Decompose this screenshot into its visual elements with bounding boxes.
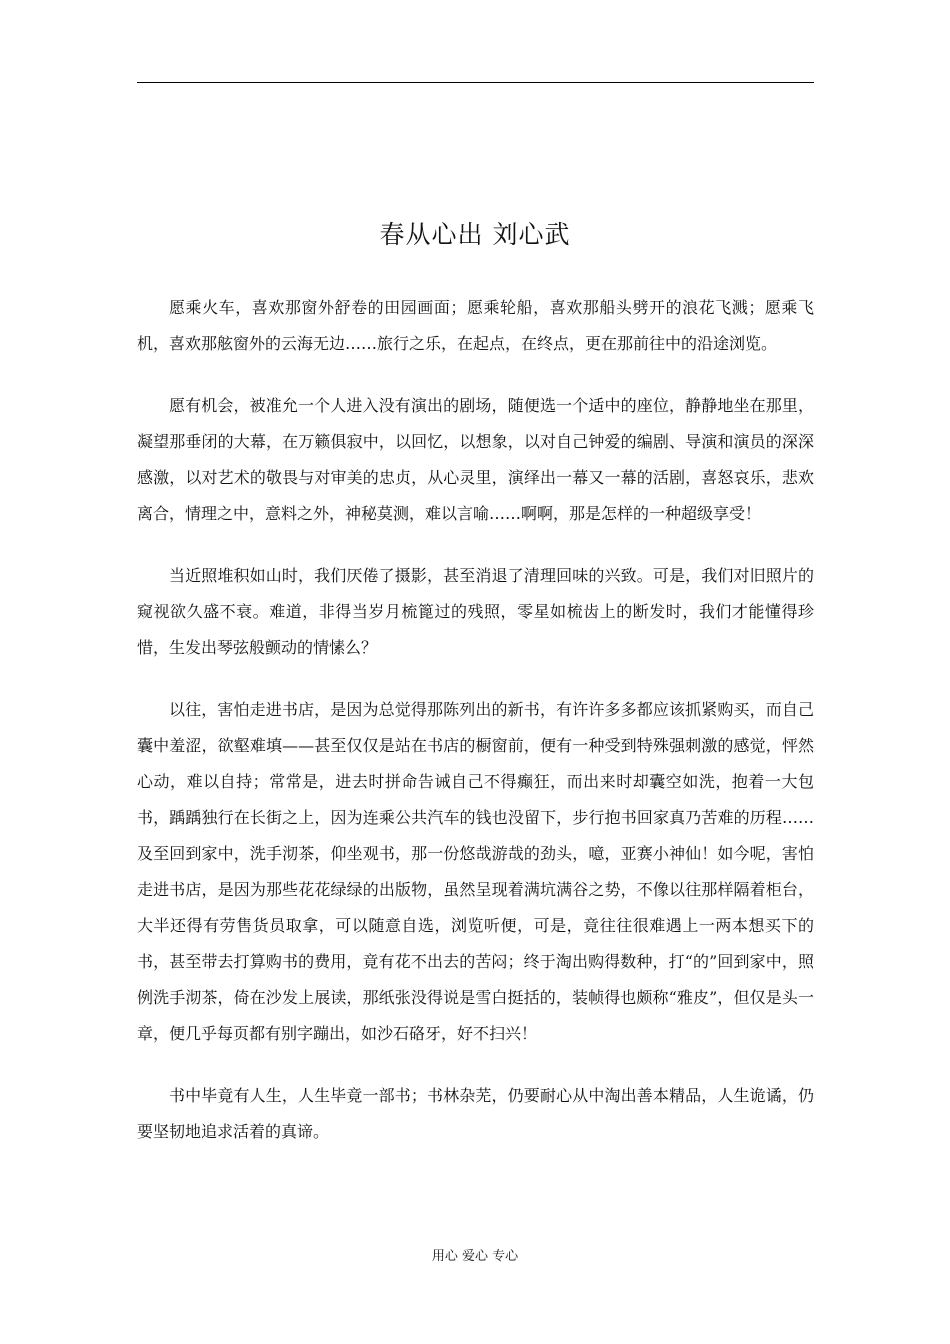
- article-title: 春从心出 刘心武: [379, 220, 571, 249]
- paragraph: 书中毕竟有人生，人生毕竟一部书；书林杂芜，仍要耐心从中淘出善本精品，人生诡谲，仍要坚韧地追求活着的真谛。: [137, 1086, 814, 1141]
- article-body: [137, 290, 814, 1176]
- page-footer: 用心 爱心 专心: [431, 1249, 519, 1264]
- paragraph: 以往，害怕走进书店，是因为总觉得那陈列出的新书，有许许多多都应该抓紧购买，而自己囊中羞涩，欲壑难填——甚至仅仅是站在书店的橱窗前，便有一种受到特殊强刺激的感觉，怦然心动，难以自持；常常是，进去时拼命告诫自己不得癫狂，而出来时却囊空如洗，抱着一大包书，踽踽独行在长街之上，因为连乘公共汽车的钱也没留下，步行抱书回家真乃苦难的历程……及至回到家中，洗手沏茶，仰坐观书，那一份悠哉游哉的劲头，噫，亚赛小神仙！如今呢，害怕走进书店，是因为那些花花绿绿的出版物，虽然呈现着满坑满谷之势，不像以往那样隔着柜台，大半还得有劳售货员取拿，可以随意自选，浏览听便，可是，竟往往很难遇上一两本想买下的书，甚至带去打算购书的费用，竟有花不出去的苦闷；终于淘出购得数种，打“的”回到家中，照例洗手沏茶，倚在沙发上展读，那纸张没得说是雪白挺括的，装帧得也颇称“雅皮”，但仅是头一章，便几乎每页都有别字蹦出，如沙石硌牙，好不扫兴！: [137, 700, 814, 1043]
- paragraph: 当近照堆积如山时，我们厌倦了摄影，甚至消退了清理回味的兴致。可是，我们对旧照片的窥视欲久盛不衰。难道，非得当岁月梳篦过的残照，零星如梳齿上的断发时，我们才能懂得珍惜，生发出琴弦般颤动的情愫么？: [137, 566, 814, 657]
- header-rule: [137, 82, 814, 83]
- paragraph: 愿有机会，被准允一个人进入没有演出的剧场，随便选一个适中的座位，静静地坐在那里，凝望那垂闭的大幕，在万籁俱寂中，以回忆，以想象，以对自己钟爱的编剧、导演和演员的深深感激，以对艺术的敬畏与对审美的忠贞，从心灵里，演绎出一幕又一幕的活剧，喜怒哀乐，悲欢离合，情理之中，意料之外，神秘莫测，难以言喻……啊啊，那是怎样的一种超级享受！: [137, 396, 814, 523]
- paragraph: 愿乘火车，喜欢那窗外舒卷的田园画面；愿乘轮船，喜欢那船头劈开的浪花飞溅；愿乘飞机，喜欢那舷窗外的云海无边……旅行之乐，在起点，在终点，更在那前往中的沿途浏览。: [137, 298, 814, 353]
